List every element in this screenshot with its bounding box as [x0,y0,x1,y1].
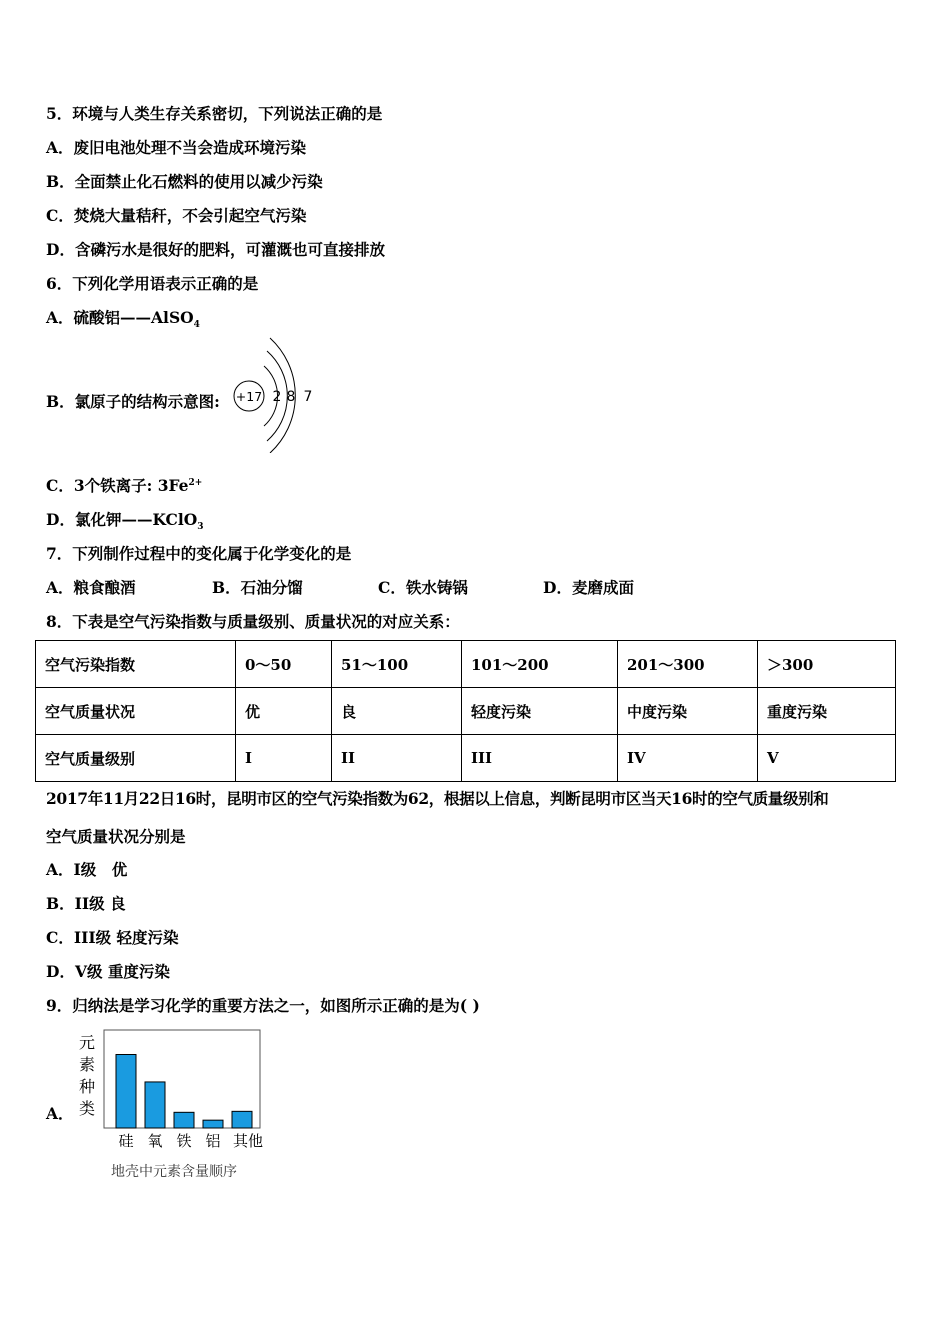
table-row [36,641,896,688]
table-cell: 201～300 [618,641,758,688]
q7-option-a[interactable]: A．粮食酿酒 [46,578,136,597]
table-cell: V [758,735,896,782]
air-quality-table [35,640,896,782]
q8-context-line-2: 空气质量状况分别是 [46,827,186,846]
table-cell: IV [618,735,758,782]
x-tick-label: 其他 [232,1132,264,1150]
q6-option-d-text: D．氯化钾——KClO [46,510,198,529]
q7-option-c[interactable]: C．铁水铸锅 [378,578,468,597]
y-axis-label-char: 元 [78,1033,96,1052]
q6-option-d[interactable] [46,508,204,532]
table-cell: 轻度污染 [462,688,618,735]
bar-3 [203,1120,223,1128]
table-cell: 101～200 [462,641,618,688]
table-cell: 良 [332,688,462,735]
x-tick-label: 氧 [147,1132,163,1150]
bar-0 [116,1055,136,1129]
q5-option-d[interactable]: D．含磷污水是很好的肥料，可灌溉也可直接排放 [46,240,385,259]
q6-option-b[interactable]: B．氯原子的结构示意图: [46,392,220,411]
q8-context-line-1: 2017年11月22日16时，昆明市区的空气污染指数为62，根据以上信息，判断昆明市区当天16时的空气质量级别和 [46,789,829,808]
x-tick-label: 硅 [118,1132,134,1150]
element-abundance-bar-chart [74,1028,274,1188]
table-cell: 空气污染指数 [36,641,236,688]
q6-option-c[interactable] [46,474,202,496]
q6-option-d-subscript: 3 [197,522,204,533]
q8-stem: 8．下表是空气污染指数与质量级别、质量状况的对应关系： [46,612,460,631]
table-cell: 空气质量状况 [36,688,236,735]
q7-option-d[interactable]: D．麦磨成面 [543,578,634,597]
bar-1 [145,1082,165,1128]
table-cell: 重度污染 [758,688,896,735]
table-row [36,735,896,782]
q5-option-b[interactable]: B．全面禁止化石燃料的使用以减少污染 [46,172,323,191]
q5-option-a[interactable]: A．废旧电池处理不当会造成环境污染 [46,138,307,157]
bar-2 [174,1112,194,1128]
x-tick-label: 铝 [205,1132,221,1150]
bar-4 [232,1111,252,1128]
table-cell: I [236,735,332,782]
y-axis-label [79,1033,95,1118]
electron-count-label: 8 [286,389,296,405]
y-axis-label-char: 类 [78,1099,96,1118]
q8-option-a[interactable]: A．I级 优 [46,860,128,879]
q6-option-a-text: A．硫酸铝——AlSO [46,308,194,327]
q9-option-a-label[interactable]: A． [46,1104,74,1123]
table-cell: 51～100 [332,641,462,688]
table-cell: 中度污染 [618,688,758,735]
table-cell: ＞300 [758,641,896,688]
q6-option-a[interactable] [46,306,200,330]
q6-option-c-superscript: 2+ [188,477,203,488]
chlorine-atom-diagram [230,333,320,453]
q8-option-c[interactable]: C．III级 轻度污染 [46,928,179,947]
q5-stem: 5．环境与人类生存关系密切，下列说法正确的是 [46,104,383,123]
q8-option-b[interactable]: B．II级 良 [46,894,126,913]
y-axis-label-char: 素 [78,1055,96,1074]
electron-count-label: 7 [303,389,313,405]
x-tick-label: 铁 [176,1132,192,1150]
electron-count-label: 2 [272,389,282,405]
table-cell: II [332,735,462,782]
y-axis-label-char: 种 [78,1077,96,1096]
q6-option-a-subscript: 4 [193,320,200,331]
q7-stem: 7．下列制作过程中的变化属于化学变化的是 [46,544,352,563]
table-row [36,688,896,735]
nucleus-label: +17 [235,389,263,404]
table-cell: 0～50 [236,641,332,688]
table-cell: 优 [236,688,332,735]
q9-stem: 9．归纳法是学习化学的重要方法之一，如图所示正确的是为( ) [46,996,480,1015]
q7-option-b[interactable]: B．石油分馏 [212,578,303,597]
table-cell: III [462,735,618,782]
table-cell: 空气质量级别 [36,735,236,782]
q8-option-d[interactable]: D．V级 重度污染 [46,962,170,981]
q5-option-c[interactable]: C．焚烧大量秸秆，不会引起空气污染 [46,206,307,225]
q6-stem: 6．下列化学用语表示正确的是 [46,274,259,293]
q7-options [46,576,634,598]
q6-option-c-text: C．3个铁离子: 3Fe [46,476,189,495]
x-axis-label: 地壳中元素含量顺序 [111,1164,237,1180]
